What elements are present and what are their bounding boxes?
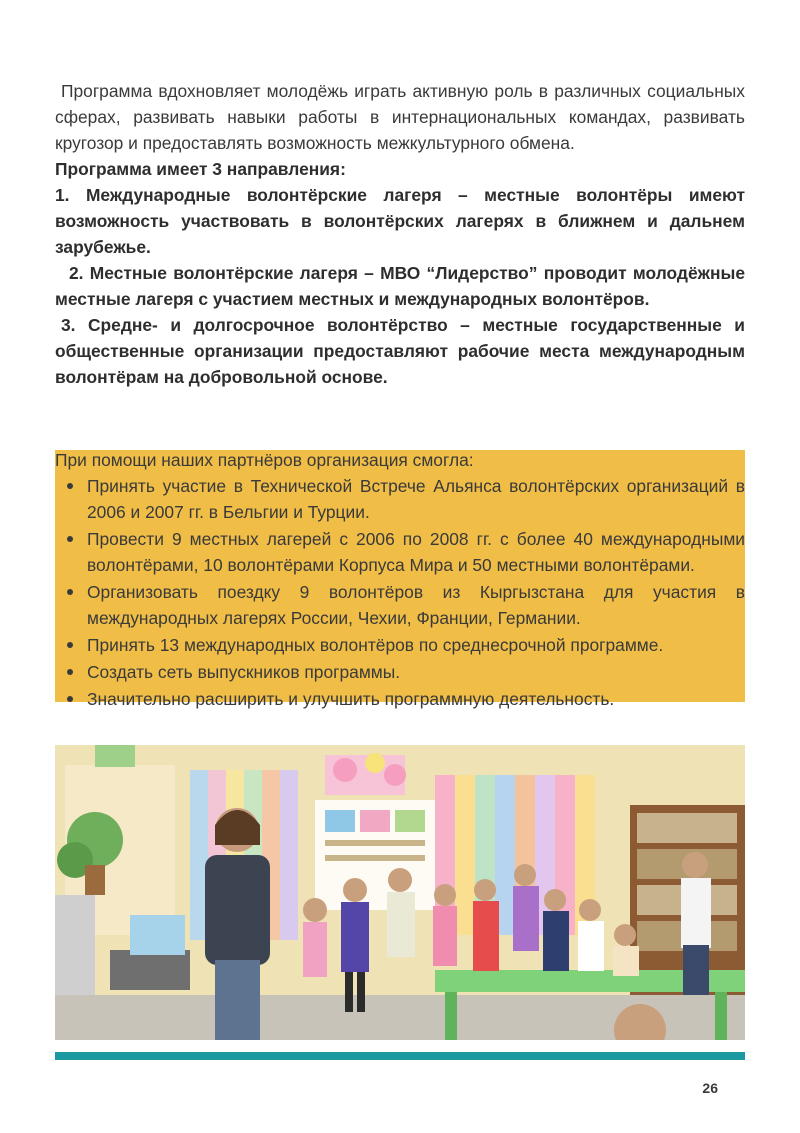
list-item-text: Создать сеть выпускников программы. <box>87 662 401 682</box>
direction-item: 1. Международные волонтёрские лагеря – местные волонтёры имеют возможность участвовать в волонтёрских лагерях в ближнем и дальнем зарубежье. <box>55 185 745 257</box>
directions-heading: Программа имеет 3 направления: <box>55 159 346 179</box>
list-item-text: Принять участие в Технической Встрече Альянса волонтёрских организаций в 2006 и 2007 гг. в Бельгии и Турции. <box>87 476 745 522</box>
main-text <box>55 78 745 390</box>
bullet-icon <box>67 483 73 489</box>
list-item-text: Организовать поездку 9 волонтёров из Кыргызстана для участия в международных лагерях России, Чехии, Франции, Германии. <box>87 582 745 628</box>
bullet-icon <box>67 669 73 675</box>
achievements-list <box>55 473 745 712</box>
list-item-text: Провести 9 местных лагерей с 2006 по 2008 гг. с более 40 международными волонтёрами, 10 волонтёрами Корпуса Мира и 50 местными волонтёрами. <box>87 529 745 575</box>
list-item <box>55 473 745 525</box>
list-item <box>55 659 745 685</box>
list-item <box>55 579 745 631</box>
classroom-photo <box>55 745 745 1040</box>
direction-item: 2. Местные волонтёрские лагеря – МВО “Лидерство” проводит молодёжные местные лагеря с участием местных и международных волонтёров. <box>55 263 745 309</box>
partners-section <box>55 447 745 713</box>
intro-paragraph: Программа вдохновляет молодёжь играть активную роль в различных социальных сферах, развивать навыки работы в интернациональных командах, развивать кругозор и предоставлять возможность межкультурного обмена. <box>55 81 745 153</box>
list-item <box>55 526 745 578</box>
list-item-text: Значительно расширить и улучшить программную деятельность. <box>87 689 615 709</box>
page-number: 26 <box>702 1080 718 1096</box>
bullet-icon <box>67 642 73 648</box>
classroom-illustration <box>55 745 745 1040</box>
footer-bar <box>55 1052 745 1060</box>
list-item <box>55 632 745 658</box>
list-item-text: Принять 13 международных волонтёров по среднесрочной программе. <box>87 635 664 655</box>
bullet-icon <box>67 536 73 542</box>
list-item <box>55 686 745 712</box>
bullet-icon <box>67 696 73 702</box>
partners-lead: При помощи наших партнёров организация смогла: <box>55 450 474 470</box>
bullet-icon <box>67 589 73 595</box>
direction-item: 3. Средне- и долгосрочное волонтёрство – местные государственные и общественные организации предоставляют рабочие места международным волонтёрам на добровольной основе. <box>55 315 745 387</box>
